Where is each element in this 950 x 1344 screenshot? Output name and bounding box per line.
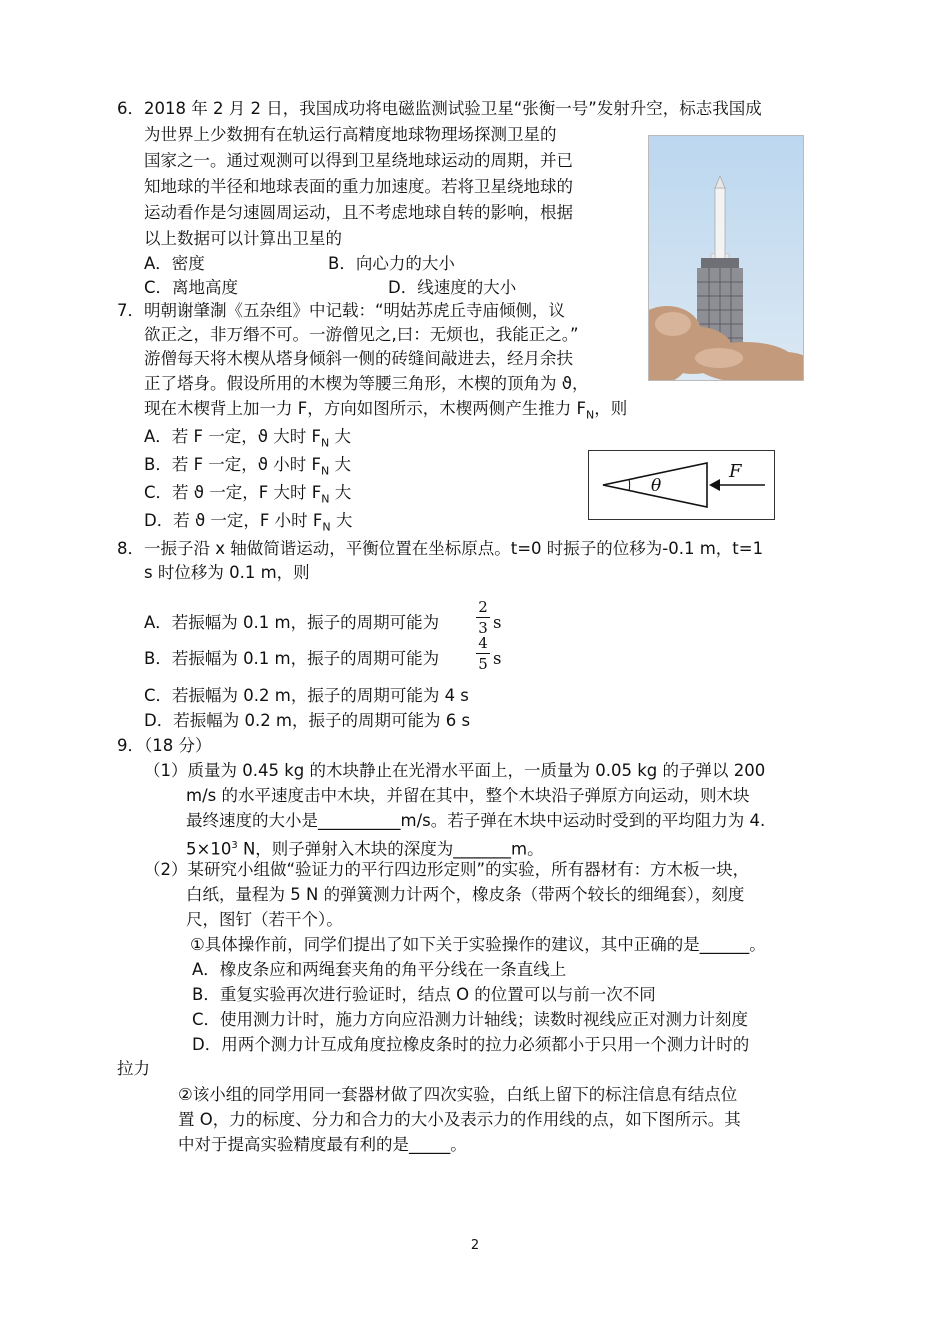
q7-line-4: 正了塔身。假设所用的木楔为等腰三角形，木楔的顶角为 ϑ， xyxy=(144,374,589,393)
q8-option-a: A．若振幅为 0.1 m，振子的周期可能为 xyxy=(144,613,440,632)
q9-part1-line-3: 最终速度的大小是__________m/s。若子弹在木块中运动时受到的平均阻力为 4. xyxy=(186,811,766,830)
fraction-2-3: 2 3 xyxy=(476,598,490,637)
q6-line-2: 为世界上少数拥有在轨运行高精度地球物理场探测卫星的 xyxy=(144,125,557,144)
q9-part2-line-2: 白纸，量程为 5 N 的弹簧测力计两个，橡皮条（带两个较长的细绳套），刻度 xyxy=(186,885,745,904)
q6-option-a: A．密度 xyxy=(144,254,205,273)
q8-option-b: B．若振幅为 0.1 m，振子的周期可能为 xyxy=(144,649,440,668)
q7-option-c: C．若 ϑ 一定，F 大时 $F_N$ 大 xyxy=(144,483,352,506)
q6-option-d: D．线速度的大小 xyxy=(388,278,517,297)
q8-option-d: D．若振幅为 0.2 m，振子的周期可能为 6 s xyxy=(144,711,471,730)
q9-part1-line-1: （1）质量为 0.45 kg 的木块静止在光滑水平面上，一质量为 0.05 kg 的子弹以 200 xyxy=(144,761,766,780)
q7-line-2: 欲正之，非万缗不可。一游僧见之,曰：无烦也，我能正之。” xyxy=(144,325,579,344)
q9-part1-line-4: $5\times 10^3$ N，则子弹射入木块的深度为_______m。 xyxy=(186,839,544,859)
q9-sub2-line-1: ②该小组的同学用同一套器材做了四次实验，白纸上留下的标注信息有结点位 xyxy=(178,1085,738,1104)
q7-option-a: A．若 F 一定，ϑ 大时 $F_N$ 大 xyxy=(144,427,351,450)
q6-line-5: 运动看作是匀速圆周运动，且不考虑地球自转的影响，根据 xyxy=(144,203,573,222)
q9-sub1-option-a: A．橡皮条应和两绳套夹角的角平分线在一条直线上 xyxy=(192,960,567,979)
theta-label: θ xyxy=(651,476,662,496)
force-label: F xyxy=(729,461,742,482)
q9-sub1-option-d: D．用两个测力计互成角度拉橡皮条时的拉力必须都小于只用一个测力计时的 xyxy=(192,1035,750,1054)
q7-option-b: B．若 F 一定，ϑ 小时 $F_N$ 大 xyxy=(144,455,351,478)
q6-option-b: B．向心力的大小 xyxy=(328,254,455,273)
q6-line-6: 以上数据可以计算出卫星的 xyxy=(144,229,342,248)
wedge-force-figure xyxy=(588,450,775,520)
q9-part2-line-1: （2）某研究小组做“验证力的平行四边形定则”的实验，所有器材有：方木板一块， xyxy=(144,860,750,879)
q6-line-3: 国家之一。通过观测可以得到卫星绕地球运动的周期，并已 xyxy=(144,151,573,170)
q8-line-2: s 时位移为 0.1 m，则 xyxy=(144,563,310,582)
q7-option-d: D．若 ϑ 一定，F 小时 $F_N$ 大 xyxy=(144,511,353,534)
q8-b-unit: s xyxy=(493,649,502,668)
q8-a-unit: s xyxy=(493,613,502,632)
q7-line-3: 游僧每天将木楔从塔身倾斜一侧的砖缝间敲进去，经月余扶 xyxy=(144,349,573,368)
q6-line-4: 知地球的半径和地球表面的重力加速度。若将卫星绕地球的 xyxy=(144,177,573,196)
q8-line-1: 8．一振子沿 x 轴做简谐运动，平衡位置在坐标原点。t=0 时振子的位移为-0.1 m，t=1 xyxy=(117,539,764,558)
q7-line-1: 7．明朝谢肇淛《五杂组》中记载：“明姑苏虎丘寺庙倾侧，议 xyxy=(117,301,566,320)
q9-part1-line-2: m/s 的水平速度击中木块，并留在其中，整个木块沿子弹原方向运动，则木块 xyxy=(186,786,750,805)
q9-sub1-option-c: C．使用测力计时，施力方向应沿测力计轴线；读数时视线应正对测力计刻度 xyxy=(192,1010,749,1029)
rocket-launch-photo xyxy=(648,135,804,381)
q6-line-1: 6．2018 年 2 月 2 日，我国成功将电磁监测试验卫星“张衡一号”发射升空，标志我国成 xyxy=(117,99,762,118)
q8-option-c: C．若振幅为 0.2 m，振子的周期可能为 4 s xyxy=(144,686,469,705)
q9-heading: 9．（18 分） xyxy=(117,736,212,755)
q9-sub1-option-d-cont: 拉力 xyxy=(117,1059,150,1078)
q9-sub1-prompt: ①具体操作前，同学们提出了如下关于实验操作的建议，其中正确的是______。 xyxy=(190,935,766,954)
fraction-4-5: 4 5 xyxy=(476,634,490,673)
q9-part2-line-3: 尺，图钉（若干个）。 xyxy=(186,910,343,929)
q9-sub2-line-2: 置 O，力的标度、分力和合力的大小及表示力的作用线的点，如下图所示。其 xyxy=(178,1110,741,1129)
q9-sub1-option-b: B．重复实验再次进行验证时，结点 O 的位置可以与前一次不同 xyxy=(192,985,656,1004)
page-number: 2 xyxy=(470,1238,480,1253)
q7-line-5: 现在木楔背上加一力 F，方向如图所示，木楔两侧产生推力 $F_N$，则 xyxy=(144,399,628,422)
q6-option-c: C．离地高度 xyxy=(144,278,239,297)
q9-sub2-line-3: 中对于提高实验精度最有利的是_____。 xyxy=(178,1135,467,1154)
